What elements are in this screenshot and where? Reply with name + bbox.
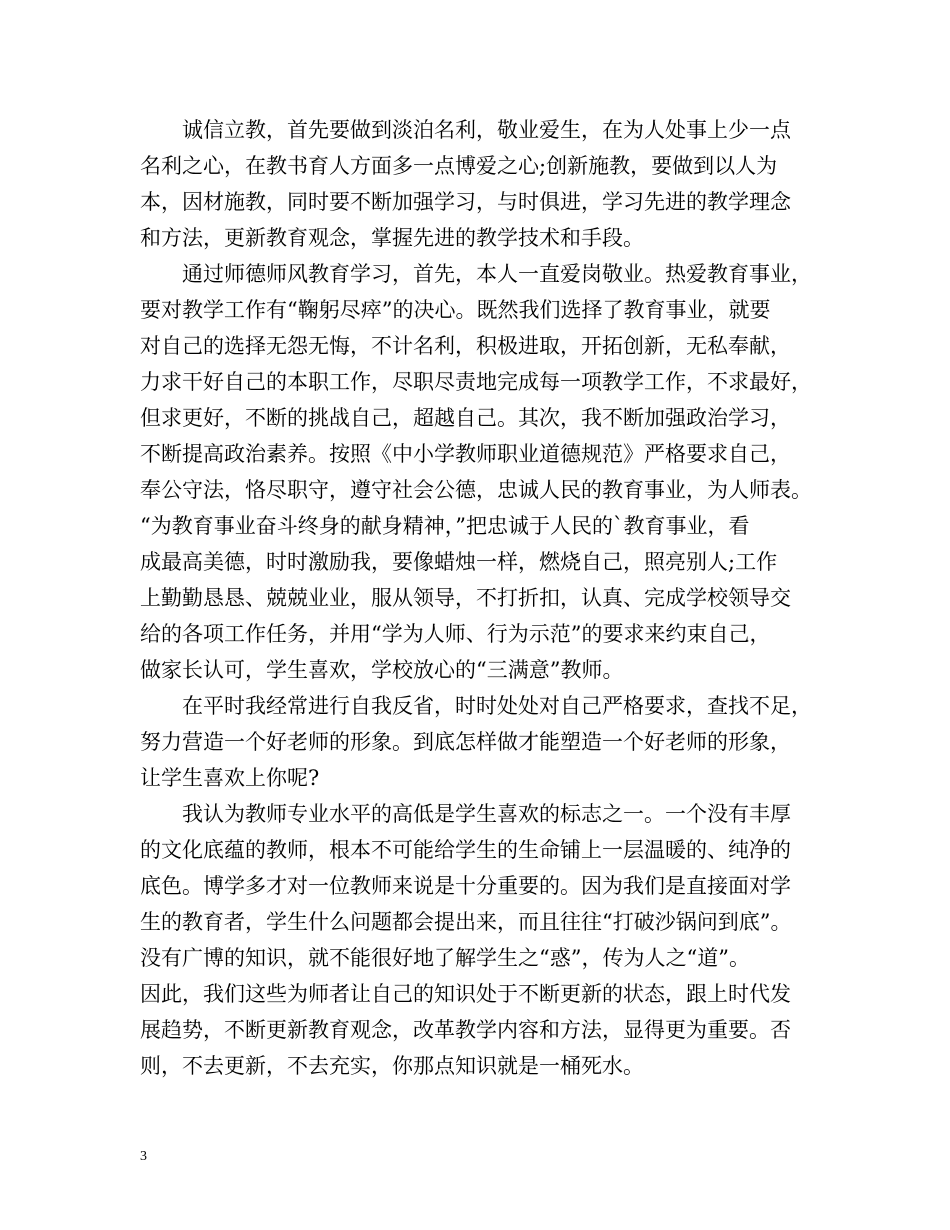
text-line: 给的各项工作任务，并用“学为人师、行为示范”的要求来约束自己，	[140, 622, 771, 646]
text-line: 本，因材施教，同时要不断加强学习，与时俱进，学习先进的教学理念	[140, 190, 791, 214]
text-line: 展趋势，不断更新教育观念，改革教学内容和方法，显得更为重要。否	[140, 1018, 791, 1042]
text-line: 要对教学工作有“鞠躬尽瘁”的决心。既然我们选择了教育事业，就要	[140, 298, 771, 322]
text-line: 不断提高政治素养。按照《中小学教师职业道德规范》严格要求自己，	[140, 442, 791, 466]
text-line: 则，不去更新，不去充实，你那点知识就是一桶死水。	[140, 1054, 644, 1078]
text-line: 我认为教师专业水平的高低是学生喜欢的标志之一。一个没有丰厚	[182, 802, 791, 826]
text-line: 努力营造一个好老师的形象。到底怎样做才能塑造一个好老师的形象，	[140, 730, 791, 754]
body-text	[140, 112, 830, 1084]
text-line: 让学生喜欢上你呢?	[140, 766, 320, 790]
text-line: 底色。博学多才对一位教师来说是十分重要的。因为我们是直接面对学	[140, 874, 791, 898]
page-number: 3	[140, 1149, 147, 1164]
text-line: 上勤勤恳恳、兢兢业业，服从领导，不打折扣，认真、完成学校领导交	[140, 586, 791, 610]
paragraph-4	[140, 796, 830, 1084]
text-line: 生的教育者，学生什么问题都会提出来，而且往往“打破沙锅问到底”。	[140, 910, 792, 934]
text-line: 成最高美德，时时激励我，要像蜡烛一样，燃烧自己，照亮别人;工作	[140, 550, 778, 574]
text-line: 通过师德师风教育学习，首先，本人一直爱岗敬业。热爱教育事业，	[182, 262, 812, 286]
text-line: 因此，我们这些为师者让自己的知识处于不断更新的状态，跟上时代发	[140, 982, 791, 1006]
text-line: 名利之心，在教书育人方面多一点博爱之心;创新施教，要做到以人为	[140, 154, 778, 178]
paragraph-3	[140, 688, 830, 796]
text-line: 奉公守法，恪尽职守，遵守社会公德，忠诚人民的教育事业，为人师表。	[140, 478, 812, 502]
text-line: 做家长认可，学生喜欢，学校放心的“三满意”教师。	[140, 658, 624, 682]
text-line: 没有广博的知识，就不能很好地了解学生之“惑”，传为人之“道”。	[140, 946, 750, 970]
text-line: 和方法，更新教育观念，掌握先进的教学技术和手段。	[140, 226, 644, 250]
text-line: 的文化底蕴的教师，根本不可能给学生的生命铺上一层温暖的、纯净的	[140, 838, 791, 862]
text-line: 但求更好，不断的挑战自己，超越自己。其次，我不断加强政治学习，	[140, 406, 791, 430]
text-line: 力求干好自己的本职工作，尽职尽责地完成每一项教学工作，不求最好，	[140, 370, 812, 394]
text-line: 在平时我经常进行自我反省，时时处处对自己严格要求，查找不足，	[182, 694, 812, 718]
paragraph-1	[140, 112, 830, 256]
text-line: “为教育事业奋斗终身的献身精神，”把忠诚于人民的`教育事业，看	[140, 514, 750, 538]
text-line: 诚信立教，首先要做到淡泊名利，敬业爱生，在为人处事上少一点	[182, 118, 791, 142]
paragraph-2	[140, 256, 830, 688]
text-line: 对自己的选择无怨无悔，不计名利，积极进取，开拓创新，无私奉献，	[140, 334, 791, 358]
